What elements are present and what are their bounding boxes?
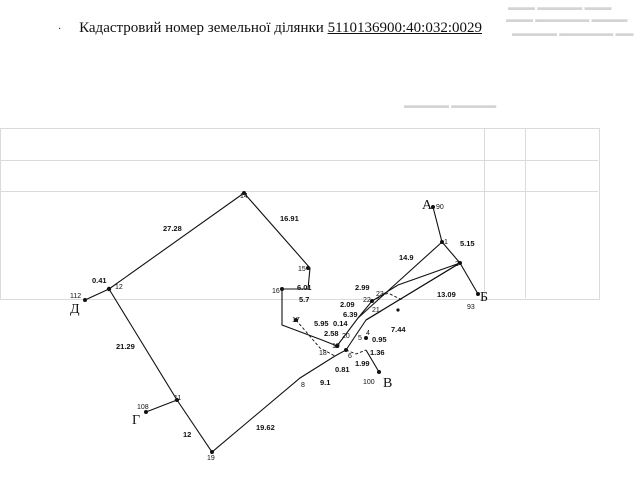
pt-21: 21 (372, 307, 380, 314)
pt-16: 16 (272, 288, 280, 295)
len-21-29: 21.29 (116, 342, 135, 351)
point-v (377, 370, 381, 374)
bleed-text-3: ▬▬▬▬▬ ▬▬▬▬▬▬ ▬▬ (512, 28, 634, 38)
len-0-81: 0.81 (335, 365, 350, 374)
cadastral-number: 5110136900:40:032:0029 (327, 20, 483, 36)
len-12: 12 (183, 430, 192, 439)
len-9-1: 9.1 (320, 378, 331, 387)
len-2-99: 2.99 (355, 283, 370, 292)
pt-112: 112 (70, 293, 82, 300)
pt-6: 6 (348, 353, 352, 360)
pt-18: 18 (319, 350, 327, 357)
corner-d: Д (70, 302, 80, 317)
len-2-09: 2.09 (340, 300, 355, 309)
vertex-16 (280, 287, 284, 291)
pt-20: 20 (342, 333, 350, 340)
len-5-95: 5.95 (314, 319, 329, 328)
pt-14: 14 (240, 193, 248, 200)
pt-1: 1 (444, 239, 448, 246)
len-16-91: 16.91 (280, 214, 299, 223)
len-1-99: 1.99 (355, 359, 370, 368)
parcel-boundary (109, 193, 460, 452)
pt-8: 8 (301, 382, 305, 389)
caption: Кадастровий номер земельної ділянки (79, 20, 324, 36)
bullet: · (58, 24, 62, 35)
bleed-text-2: ▬▬▬ ▬▬▬▬▬▬ ▬▬▬▬ (506, 14, 628, 24)
len-6-01: 6.01 (297, 283, 312, 292)
vertex-19 (210, 450, 214, 454)
pt-19: 19 (332, 343, 340, 350)
tie-line-a (433, 207, 442, 242)
pt-17: 17 (292, 317, 300, 324)
vertex-12 (107, 287, 111, 291)
pt-12: 12 (115, 284, 123, 291)
len-27-28: 27.28 (163, 224, 182, 233)
pt-108: 108 (137, 404, 149, 411)
pt-90: 90 (436, 204, 444, 211)
len-5-7: 5.7 (299, 295, 310, 304)
pt-4: 4 (366, 330, 370, 337)
vertex-15 (306, 266, 310, 270)
len-6-39: 6.39 (343, 310, 358, 319)
corner-b: Б (480, 290, 489, 305)
bleed-text-4: ▬▬▬▬▬ ▬▬▬▬▬ (404, 100, 497, 110)
pt-15: 15 (298, 266, 306, 273)
len-0-95: 0.95 (372, 335, 387, 344)
len-0-41: 0.41 (92, 276, 107, 285)
len-7-44: 7.44 (391, 325, 406, 334)
pt-23: 23 (376, 291, 384, 298)
pt-93: 93 (467, 304, 475, 311)
corner-a: А (422, 198, 433, 213)
corner-v: В (383, 376, 393, 391)
len-2-58: 2.58 (324, 329, 339, 338)
len-13-09: 13.09 (437, 290, 456, 299)
pt-22: 22 (363, 297, 371, 304)
corner-g: Г (132, 413, 141, 428)
pt-11: 11 (174, 395, 182, 402)
tie-line-g (146, 400, 177, 412)
point-d (83, 298, 87, 302)
len-14-9: 14.9 (399, 253, 414, 262)
len-19-62: 19.62 (256, 423, 275, 432)
vertex-6 (344, 348, 348, 352)
pt-19b: 19 (207, 455, 215, 462)
len-5-15: 5.15 (460, 239, 475, 248)
pt-2: 2 (455, 261, 459, 268)
len-0-14: 0.14 (333, 319, 348, 328)
mid-point (396, 308, 399, 311)
pt-100: 100 (363, 379, 375, 386)
pt-5: 5 (358, 335, 362, 342)
bleed-text-1: ▬▬▬ ▬▬▬▬▬ ▬▬▬ (508, 2, 612, 12)
tie-line-d (85, 289, 109, 300)
len-1-36: 1.36 (370, 348, 385, 357)
tie-line-b (460, 263, 478, 294)
